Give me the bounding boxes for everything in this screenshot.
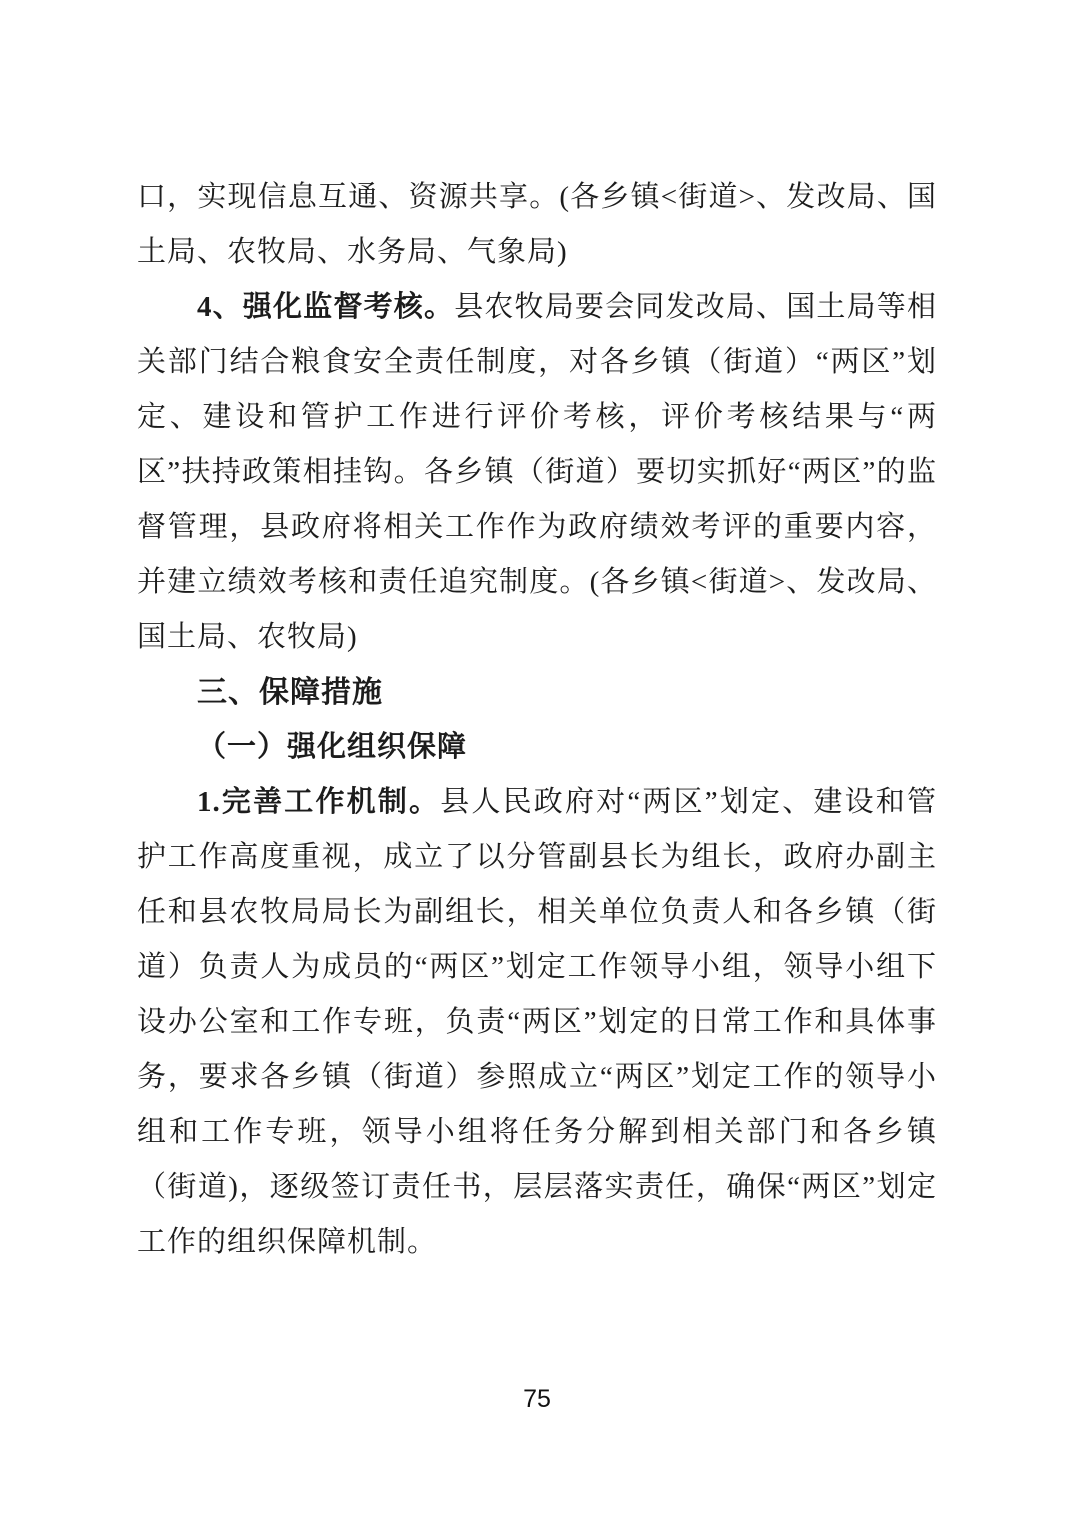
paragraph-lead: 4、强化监督考核。	[197, 291, 455, 323]
paragraph-supervision	[137, 280, 937, 665]
paragraph-text: 县人民政府对“两区”划定、建设和管护工作高度重视，成立了以分管副县长为组长，政府办副主任和县农牧局局长为副组长，相关单位负责人和各乡镇（街道）负责人为成员的“两区”划定工作领导小组，领导小组下设办公室和工作专班，负责“两区”划定的日常工作和具体事务，要求各乡镇（街道）参照成立“两区”划定工作的领导小组和工作专班，领导小组将任务分解到相关部门和各乡镇（街道)，逐级签订责任书，层层落实责任，确保“两区”划定工作的组织保障机制。	[137, 786, 937, 1258]
paragraph-lead: 1.完善工作机制。	[197, 786, 441, 818]
section-heading: 三、保障措施	[197, 676, 383, 709]
paragraph-text: 县农牧局要会同发改局、国土局等相关部门结合粮食安全责任制度，对各乡镇（街道）“两区”划定、建设和管护工作进行评价考核，评价考核结果与“两区”扶持政策相挂钩。各乡镇（街道）要切实抓好“两区”的监督管理，县政府将相关工作作为政府绩效考评的重要内容，并建立绩效考核和责任追究制度。(各乡镇<街道>、发改局、国土局、农牧局)	[137, 291, 937, 653]
subsection-heading: （一）强化组织保障	[197, 731, 468, 763]
document-content	[137, 170, 937, 1270]
page-number: 75	[523, 1385, 551, 1413]
paragraph-text: 口，实现信息互通、资源共享。(各乡镇<街道>、发改局、国土局、农牧局、水务局、气象局)	[137, 181, 937, 268]
paragraph-continuation	[137, 170, 937, 280]
paragraph-mechanism	[137, 775, 937, 1270]
